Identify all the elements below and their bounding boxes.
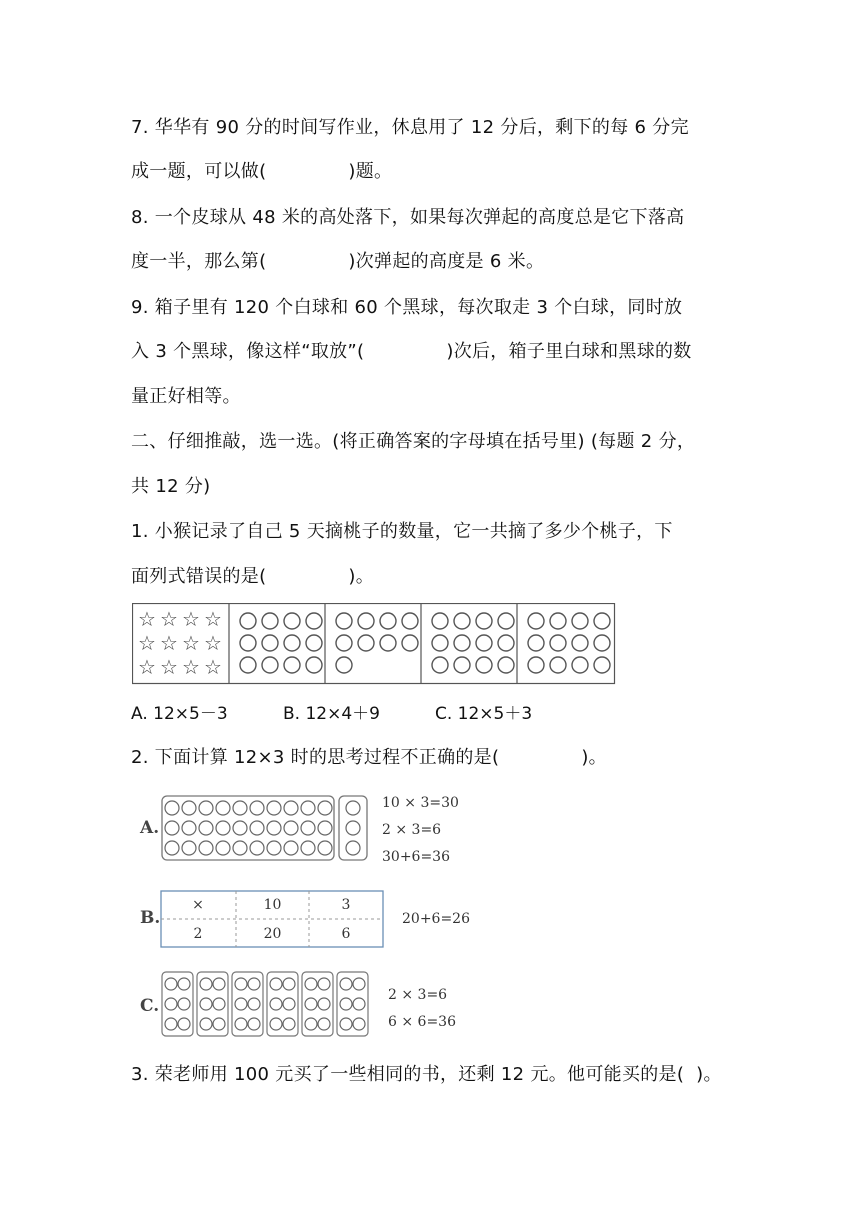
circle-mark [353,998,365,1010]
circle-mark [182,801,196,815]
circle-mark [284,821,298,835]
circle-mark [284,801,298,815]
circle-mark [216,841,230,855]
circle-mark [346,821,360,835]
circle-mark [165,1018,177,1030]
circle-mark [199,841,213,855]
star-mark: ☆ [138,655,156,679]
circle-mark [594,613,610,629]
circle-mark [594,635,610,651]
circle-mark [262,635,278,651]
circle-mark [213,998,225,1010]
circle-mark [454,613,470,629]
circle-mark [346,801,360,815]
circle-mark [305,978,317,990]
circle-mark [284,841,298,855]
circle-mark [250,841,264,855]
circle-mark [318,978,330,990]
circle-mark [432,657,448,673]
table-cell: 2 [193,926,203,942]
circle-mark [284,613,300,629]
circle-mark [306,657,322,673]
circle-mark [165,841,179,855]
circle-mark [572,657,588,673]
q2-option-c-figure [160,970,376,1040]
circle-mark [318,801,332,815]
q1-option-b: B. 12×4＋9 [283,704,380,724]
circle-mark [178,978,190,990]
peach-record-figure [132,603,616,685]
circle-mark [301,821,315,835]
circle-mark [306,613,322,629]
section-2-heading-line-1: 二、仔细推敲，选一选。(将正确答案的字母填在括号里) (每题 2 分， [131,431,696,452]
circle-mark [476,657,492,673]
star-mark: ☆ [138,607,156,631]
q2-option-a-eq-3: 30+6=36 [382,849,450,865]
circle-mark [498,613,514,629]
circle-mark [235,998,247,1010]
circle-mark [250,821,264,835]
circle-mark [454,635,470,651]
circle-mark [248,998,260,1010]
circle-mark [528,613,544,629]
circle-mark [353,1018,365,1030]
circle-mark [572,613,588,629]
circle-mark [305,998,317,1010]
circle-mark [353,978,365,990]
circle-mark [301,801,315,815]
circle-mark [498,657,514,673]
circle-mark [235,1018,247,1030]
table-header-cell: × [192,897,204,913]
choice-question-2-line: 2. 下面计算 12×3 时的思考过程不正确的是( )。 [131,747,607,768]
circle-mark [318,821,332,835]
circle-mark [528,635,544,651]
circle-mark [340,1018,352,1030]
q2-option-c-eq-2: 6 × 6=36 [388,1014,456,1030]
q2-option-c-label: C. [140,996,160,1016]
circle-mark [498,635,514,651]
circle-mark [340,998,352,1010]
circle-mark [340,978,352,990]
q1-option-a: A. 12×5－3 [131,704,228,724]
star-mark: ☆ [160,607,178,631]
circle-mark [233,801,247,815]
circle-mark [240,635,256,651]
circle-mark [199,821,213,835]
circle-mark [240,613,256,629]
circle-mark [262,657,278,673]
circle-mark [262,613,278,629]
circle-mark [380,613,396,629]
circle-mark [200,998,212,1010]
circle-mark [178,1018,190,1030]
circle-mark [550,613,566,629]
circle-mark [165,821,179,835]
circle-mark [233,821,247,835]
circle-mark [248,978,260,990]
circle-mark [270,998,282,1010]
q2-option-c-eq-1: 2 × 3=6 [388,987,448,1003]
circle-mark [182,821,196,835]
star-mark: ☆ [160,655,178,679]
circle-mark [305,1018,317,1030]
circle-mark [233,841,247,855]
circle-mark [178,998,190,1010]
circle-mark [550,635,566,651]
question-8-line-2: 度一半，那么第( )次弹起的高度是 6 米。 [131,251,545,272]
circle-mark [336,635,352,651]
question-9-line-1: 9. 箱子里有 120 个白球和 60 个黑球，每次取走 3 个白球，同时放 [131,297,683,318]
circle-mark [301,841,315,855]
circle-groups [240,613,610,673]
question-8-line-1: 8. 一个皮球从 48 米的高处落下，如果每次弹起的高度总是它下落高 [131,207,685,228]
circle-mark [346,841,360,855]
table-header-cell: 3 [341,897,351,913]
circle-mark [216,801,230,815]
circle-mark [270,978,282,990]
circle-mark [432,613,448,629]
circle-mark [283,998,295,1010]
circle-mark [318,1018,330,1030]
circle-mark [216,821,230,835]
q2-option-a-figure [160,794,372,864]
circle-mark [318,841,332,855]
section-2-heading-line-2: 共 12 分) [131,476,211,497]
star-mark: ☆ [182,655,200,679]
circle-mark [200,1018,212,1030]
circle-mark [248,1018,260,1030]
star-mark: ☆ [204,607,222,631]
star-mark: ☆ [182,631,200,655]
circle-mark [476,635,492,651]
table-cell: 20 [263,926,282,942]
circle-mark [267,841,281,855]
circle-mark [594,657,610,673]
question-7-line-2: 成一题，可以做( )题。 [131,161,393,182]
circle-mark [318,998,330,1010]
circle-mark [283,1018,295,1030]
circle-mark [213,1018,225,1030]
star-mark: ☆ [160,631,178,655]
circle-mark [165,978,177,990]
circle-mark [250,801,264,815]
circle-mark [165,998,177,1010]
circle-mark [528,657,544,673]
circle-mark [267,821,281,835]
circle-mark [402,635,418,651]
q2-option-a-label: A. [140,818,160,838]
table-header-cell: 10 [263,897,282,913]
circle-mark [380,635,396,651]
circle-mark [235,978,247,990]
circle-mark [336,657,352,673]
circle-mark [213,978,225,990]
circle-mark [270,1018,282,1030]
choice-question-3-line: 3. 荣老师用 100 元买了一些相同的书，还剩 12 元。他可能买的是( )。 [131,1064,722,1085]
circle-mark [267,801,281,815]
circle-mark [572,635,588,651]
circle-mark [454,657,470,673]
q1-option-c: C. 12×5＋3 [435,704,533,724]
circle-mark [284,635,300,651]
star-mark: ☆ [204,655,222,679]
circle-mark [476,613,492,629]
star-group [138,607,222,679]
choice-question-1-line-1: 1. 小猴记录了自己 5 天摘桃子的数量，它一共摘了多少个桃子，下 [131,521,673,542]
circle-mark [240,657,256,673]
circle-mark [358,635,374,651]
circle-mark [284,657,300,673]
circle-mark [283,978,295,990]
circle-mark [358,613,374,629]
q2-option-a-eq-1: 10 × 3=30 [382,795,459,811]
question-9-line-2: 入 3 个黑球，像这样“取放”( )次后，箱子里白球和黑球的数 [131,341,692,362]
q2-option-a-eq-2: 2 × 3=6 [382,822,442,838]
choice-question-1-line-2: 面列式错误的是( )。 [131,566,375,587]
circle-mark [182,841,196,855]
circle-mark [432,635,448,651]
circle-mark [200,978,212,990]
circle-mark [336,613,352,629]
circle-mark [550,657,566,673]
q2-option-b-label: B. [140,908,161,928]
circle-mark [199,801,213,815]
circle-mark [306,635,322,651]
circle-mark [402,613,418,629]
table-cell: 6 [341,926,351,942]
star-mark: ☆ [204,631,222,655]
circle-mark [165,801,179,815]
q2-option-b-eq: 20+6=26 [402,911,470,927]
question-7-line-1: 7. 华华有 90 分的时间写作业，休息用了 12 分后，剩下的每 6 分完 [131,117,689,138]
star-mark: ☆ [138,631,156,655]
star-mark: ☆ [182,607,200,631]
question-9-line-3: 量正好相等。 [131,386,241,407]
